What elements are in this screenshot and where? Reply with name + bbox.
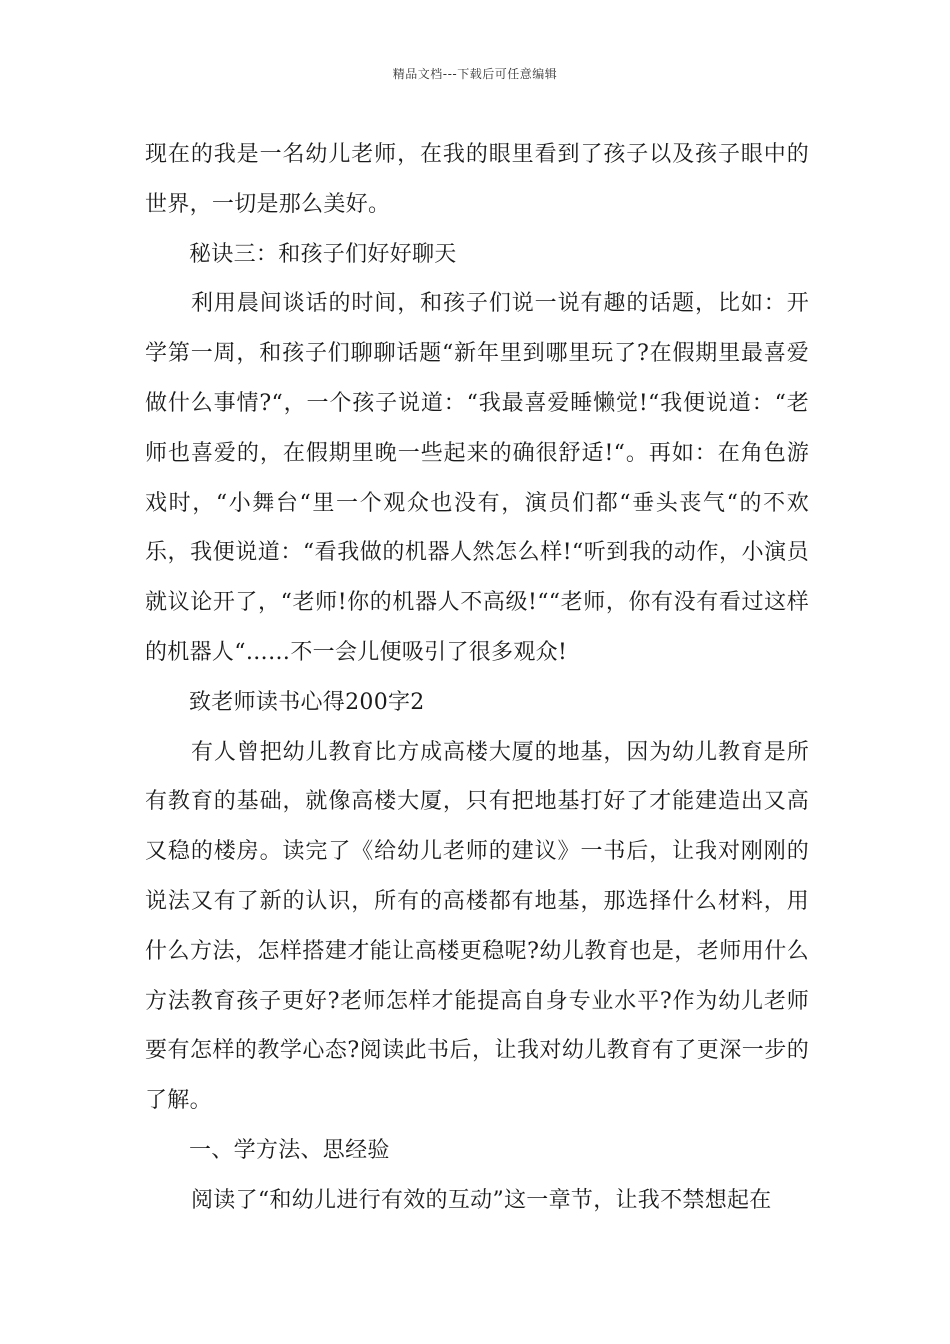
paragraph-morning-talk: 利用晨间谈话的时间，和孩子们说一说有趣的话题，比如：开学第一周，和孩子们聊聊话题“新年里到哪里玩了?在假期里最喜爱做什么事情?“，一个孩子说道：“我最喜爱睡懒觉!“我便说道：“老师也喜爱的，在假期里晚一些起来的确很舒适!“。再如：在角色游戏时，“小舞台“里一个观众也没有，演员们都“垂头丧气“的不欢乐，我便说道：“看我做的机器人然怎么样!“听到我的动作，小演员就议论开了，“老师!你的机器人不高级!““老师，你有没有看过这样的机器人“……不一会儿便吸引了很多观众! bbox=[145, 291, 809, 665]
section-heading-secret-three: 秘诀三：和孩子们好好聊天 bbox=[189, 241, 457, 267]
paragraph-foundation: 有人曾把幼儿教育比方成高楼大厦的地基，因为幼儿教育是所有教育的基础，就像高楼大厦，只有把地基打好了才能建造出又高又稳的楼房。读完了《给幼儿老师的建议》一书后，让我对刚刚的说法又有了新的认识，所有的高楼都有地基，那选择什么材料，用什么方法，怎样搭建才能让高楼更稳呢?幼儿教育也是，老师用什么方法教育孩子更好?老师怎样才能提高自身专业水平?作为幼儿老师要有怎样的教学心态?阅读此书后，让我对幼儿教育有了更深一步的了解。 bbox=[145, 739, 809, 1114]
paragraph-intro-continuation: 现在的我是一名幼儿老师，在我的眼里看到了孩子以及孩子眼中的世界，一切是那么美好。 bbox=[145, 142, 809, 217]
section-heading-essay-two: 致老师读书心得200字2 bbox=[189, 689, 425, 715]
document-body bbox=[145, 130, 809, 1226]
page-header: 精品文档---下载后可任意编辑 bbox=[392, 67, 558, 81]
paragraph-interaction: 阅读了“和幼儿进行有效的互动”这一章节，让我不禁想起在 bbox=[191, 1187, 772, 1213]
section-heading-method: 一、学方法、思经验 bbox=[189, 1137, 390, 1163]
